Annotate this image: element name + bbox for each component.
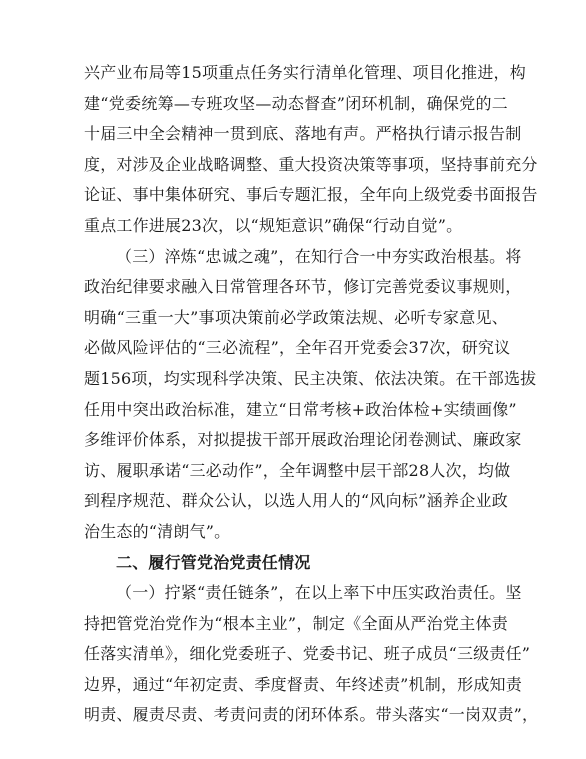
- text-line: 治生态的“清朗气”。: [84, 521, 231, 541]
- text-line: 重点工作进展23次，以“规矩意识”确保“行动自觉”。: [84, 215, 463, 235]
- paragraph-section-one: [84, 578, 539, 731]
- text-line: 必做风险评估的“三必流程”，全年召开党委会37次，研究议: [84, 338, 511, 358]
- text-line: 论证、事中集体研究、事后专题汇报，全年向上级党委书面报告: [84, 185, 538, 205]
- text-line: 边界，通过“年初定责、季度督责、年终述责”机制，形成知责: [84, 674, 522, 694]
- paragraph-section-three: [84, 242, 537, 548]
- text-line: 访、履职承诺“三必动作”，全年调整中层干部28人次，均做: [84, 460, 511, 480]
- text-line: 题156项，均实现科学决策、民主决策、依法决策。在干部选拔: [84, 368, 537, 388]
- document-page: [84, 58, 539, 731]
- text-line: 十届三中全会精神一贯到底、落地有声。严格执行请示报告制: [84, 124, 522, 144]
- text-line: 明确“三重一大”事项决策前必学政策法规、必听专家意见、: [84, 307, 508, 327]
- text-line: 度，对涉及企业战略调整、重大投资决策等事项，坚持事前充分: [84, 154, 538, 174]
- section-heading: 二、履行管党治党责任情况: [116, 552, 311, 572]
- text-line: 到程序规范、群众公认，以选人用人的“风向标”涵养企业政: [84, 491, 508, 511]
- text-line: （一）拧紧“责任链条”，在以上率下中压实政治责任。坚: [116, 583, 522, 603]
- text-line: 建“党委统筹—专班攻坚—动态督查”闭环机制，确保党的二: [84, 93, 508, 113]
- text-line: 兴产业布局等15项重点任务实行清单化管理、项目化推进，构: [84, 63, 526, 82]
- text-line: 持把管党治党作为“根本主业”，制定《全面从严治党主体责: [84, 613, 508, 633]
- paragraph-continuation: [84, 58, 538, 242]
- text-line: 明责、履责尽责、考责问责的闭环体系。带头落实“一岗双责”，: [84, 705, 539, 725]
- text-line: 多维评价体系，对拟提拔干部开展政治理论闭卷测试、廉政家: [84, 430, 522, 450]
- text-line: 任落实清单》，细化党委班子、党委书记、班子成员“三级责任”: [84, 644, 531, 664]
- text-line: （三）淬炼“忠诚之魂”，在知行合一中夯实政治根基。将: [116, 246, 522, 266]
- text-line: 任用中突出政治标准，建立“日常考核+政治体检+实绩画像”: [84, 399, 517, 419]
- text-line: 政治纪律要求融入日常管理各环节，修订完善党委议事规则，: [84, 277, 522, 297]
